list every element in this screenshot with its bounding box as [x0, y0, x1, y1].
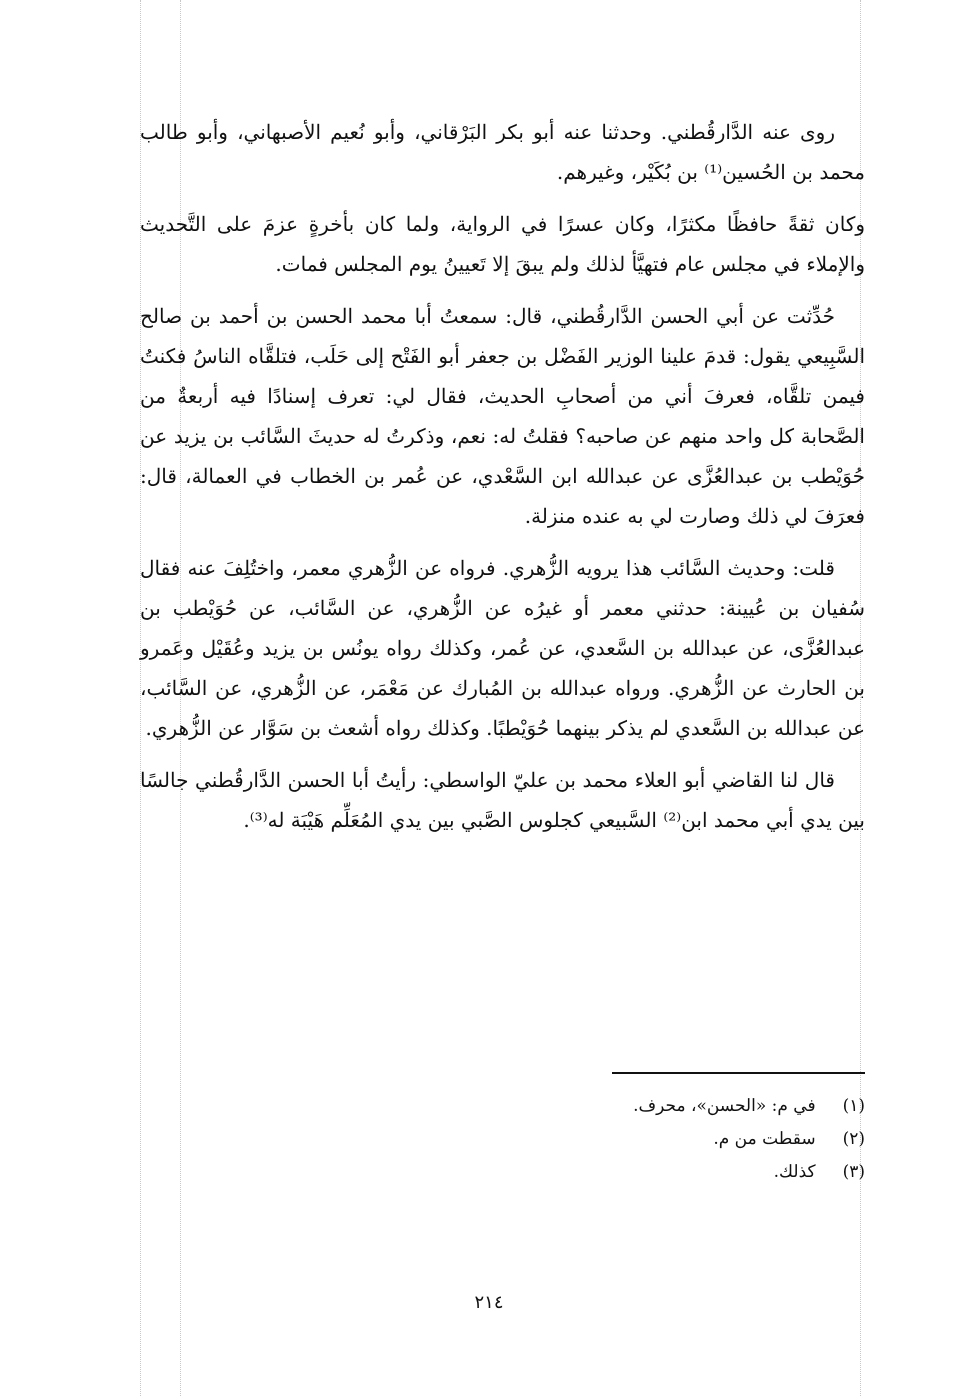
footnote-1	[500, 1090, 865, 1123]
footnote-separator	[612, 1072, 865, 1074]
page-number: ٢١٤	[474, 1292, 504, 1313]
paragraph-5: قال لنا القاضي أبو العلاء محمد بن عليّ الواسطي: رأيتُ أبا الحسن الدَّارقُطني جالسًا بين يدي أبي محمد ابن⁽²⁾ السَّبيعي كجلوس الصَّبي بين يدي المُعَلِّم هَيْبَة له⁽³⁾.	[140, 768, 865, 832]
paragraph-1: روى عنه الدَّارقُطني. وحدثنا عنه أبو بكر البَرْقاني، وأبو نُعيم الأصبهاني، وأبو طالب محمد بن الحُسين⁽¹⁾ بن بُكَيْر، وغيرهم.	[140, 120, 865, 184]
paragraph-4: قلت: وحديث السَّائب هذا يرويه الزُّهري. فرواه عن الزُّهري معمر، واختُلِفَ عنه فقال سُفيان بن عُيينة: حدثني معمر أو غيرُه عن الزُّهري، عن السَّائب، عن حُوَيْطب بن عبدالعُزَّى، عن عبدالله بن السَّعدي، عن عُمر، وكذلك رواه يونُس بن يزيد وعُقَيْل وعَمرو بن الحارث عن الزُّهري. ورواه عبدالله بن المُبارك عن مَعْمَر، عن الزُّهري، عن السَّائب، عن عبدالله بن السَّعدي لم يذكر بينهما حُوَيْطبًا. وكذلك رواه أشعث بن سَوَّار عن الزُّهري.	[140, 556, 865, 740]
footnotes	[500, 1090, 865, 1189]
footnote-3	[500, 1156, 865, 1189]
footnote-number: (٢)	[842, 1129, 865, 1149]
footnote-2	[500, 1123, 865, 1156]
footnote-text: في م: «الحسن»، محرف.	[633, 1096, 816, 1116]
paragraph-3: حُدِّثت عن أبي الحسن الدَّارقُطني، قال: سمعتُ أبا محمد الحسن بن أحمد بن صالح السَّبِيعي يقول: قدمَ علينا الوزير الفَضْل بن جعفر أبو الفَتْح إلى حَلَب، فتلقَّاه الناسُ فكنتُ فيمن تلقَّاه، فعرفَ أني من أصحابِ الحديث، فقال لي: تعرف إسنادًا فيه أربعةٌ من الصَّحابة كل واحد منهم عن صاحبه؟ فقلتُ له: نعم، وذكرتُ له حديثَ السَّائب بن يزيد عن حُوَيْطب بن عبدالعُزَّى عن عبدالله ابن السَّعْدي، عن عُمر بن الخطاب في العمالة، قال: فعرَفَ لي ذلك وصارت لي به عنده منزلة.	[140, 304, 865, 528]
footnote-number: (٣)	[842, 1162, 865, 1182]
paragraph-2: وكان ثقةً حافظًا مكثرًا، وكان عسرًا في الرواية، ولما كان بأخرةٍ عزمَ على التَّحديث والإملاء في مجلس عام فتهيَّأ لذلك ولم يبقَ إلا تَعيينُ يوم المجلس فمات.	[140, 212, 865, 276]
footnote-number: (١)	[842, 1096, 865, 1116]
footnote-text: كذلك.	[773, 1162, 816, 1182]
footnote-text: سقطت من م.	[713, 1129, 816, 1149]
main-text	[140, 112, 865, 852]
